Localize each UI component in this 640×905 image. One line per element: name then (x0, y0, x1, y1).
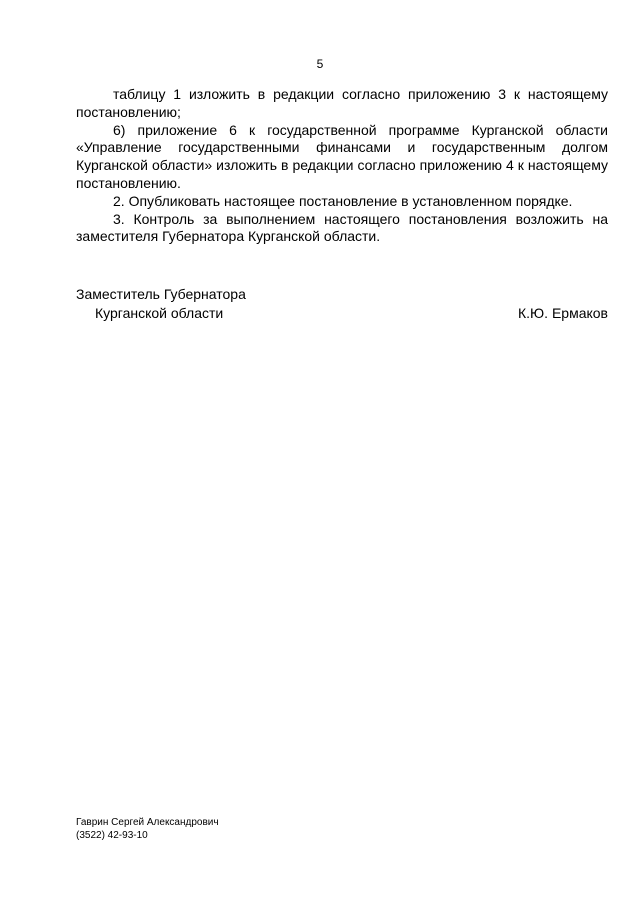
executor-info (76, 816, 219, 842)
signatory-title-line-1: Заместитель Губернатора (76, 286, 246, 302)
paragraph-item-6: 6) приложение 6 к государственной программе Курганской области «Управление государственными финансами и государственным долгом Курганской области» изложить в редакции согласно приложению 4 к настоящему постановлению. (76, 121, 608, 191)
page-number: 5 (316, 57, 324, 71)
document-body (76, 86, 608, 246)
paragraph-table-1: таблицу 1 изложить в редакции согласно приложению 3 к настоящему постановлению; (76, 86, 608, 120)
signatory-name: К.Ю. Ермаков (517, 305, 608, 321)
executor-name: Гаврин Сергей Александрович (76, 817, 219, 828)
paragraph-publish: 2. Опубликовать настоящее постановление в установленном порядке. (113, 192, 573, 209)
paragraph-control: 3. Контроль за выполнением настоящего постановления возложить на заместителя Губернатора Курганской области. (76, 210, 608, 245)
signature-block (76, 285, 608, 323)
signature-row (76, 304, 608, 323)
signatory-title-line-2: Курганской области (95, 305, 224, 321)
executor-phone: (3522) 42-93-10 (76, 830, 148, 841)
